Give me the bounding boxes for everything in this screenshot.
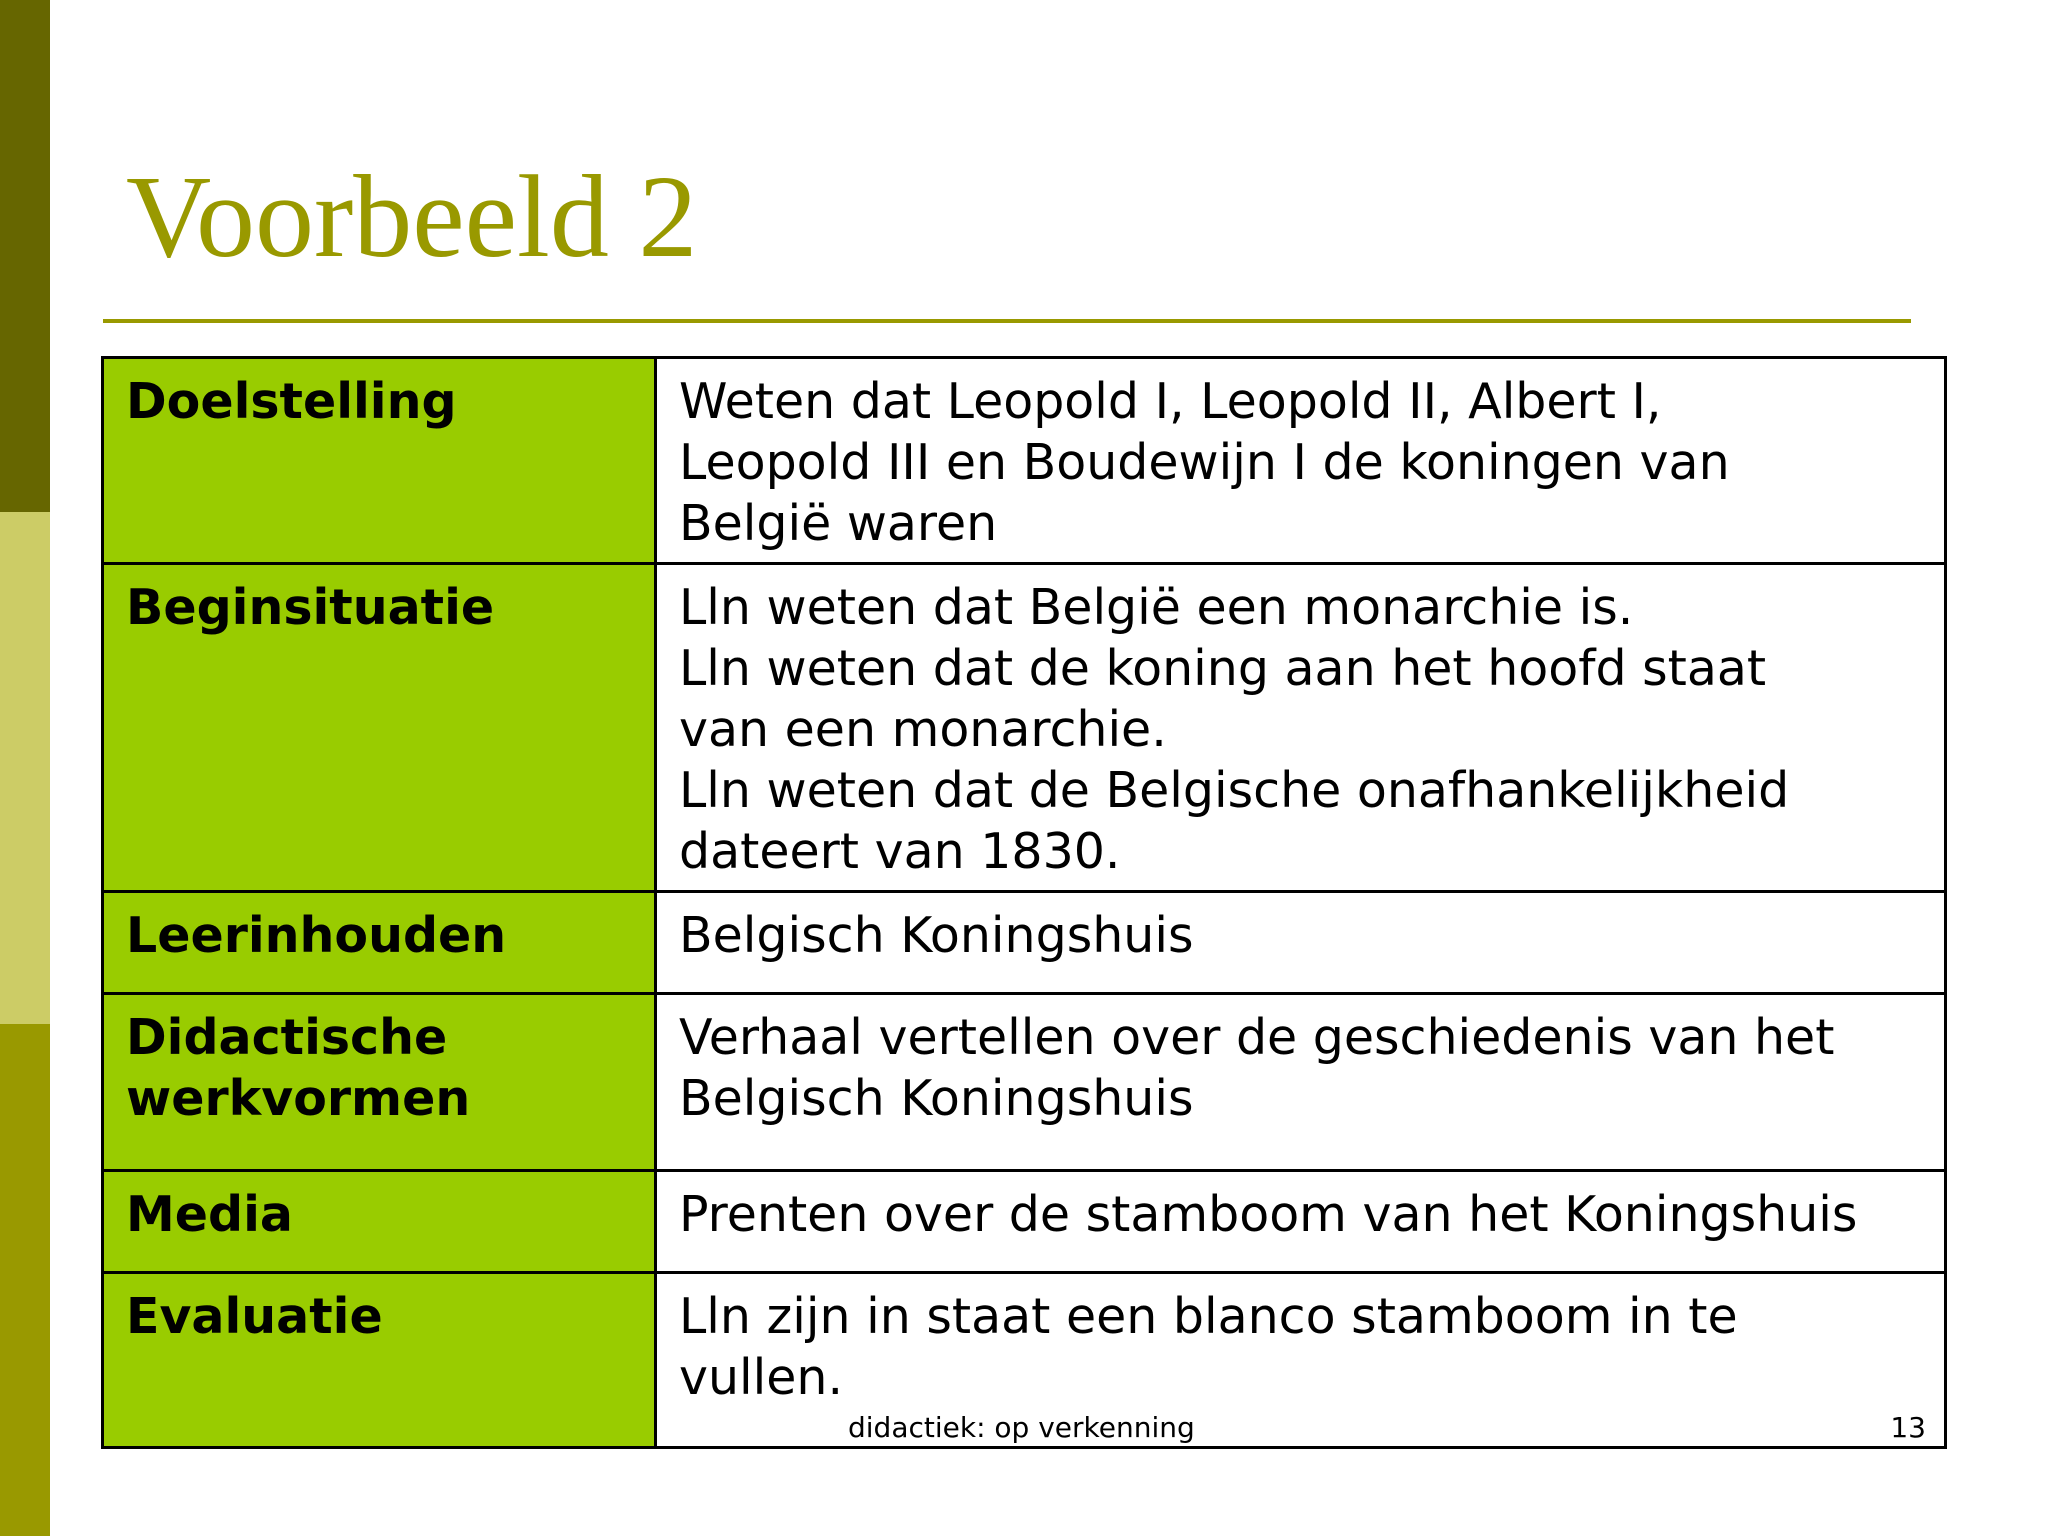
row-value-line: Weten dat Leopold I, Leopold II, Albert I, xyxy=(679,373,1662,430)
row-label: Leerinhouden xyxy=(126,907,507,964)
page-number: 13 xyxy=(1890,1411,1926,1444)
row-label-cell xyxy=(103,1273,656,1448)
table-row xyxy=(103,892,1946,994)
table-row xyxy=(103,994,1946,1171)
row-value-cell xyxy=(656,892,1946,994)
row-label: Beginsituatie xyxy=(126,579,495,636)
row-value-line: Lln weten dat de Belgische onafhankelijkheid xyxy=(679,762,1790,819)
row-value-line: Leopold III en Boudewijn I de koningen van xyxy=(679,434,1730,491)
row-label-cell xyxy=(103,564,656,892)
row-label: Doelstelling xyxy=(126,373,457,430)
row-value-line: België waren xyxy=(679,495,998,552)
row-value-line: dateert van 1830. xyxy=(679,823,1121,880)
row-label: Evaluatie xyxy=(126,1288,383,1345)
row-value-line: Verhaal vertellen over de geschiedenis van het xyxy=(679,1009,1835,1066)
row-value-line: Prenten over de stamboom van het Koningshuis xyxy=(679,1186,1858,1243)
table-row xyxy=(103,564,1946,892)
row-value-line: Lln weten dat de koning aan het hoofd staat xyxy=(679,640,1767,697)
row-label: Didactische xyxy=(126,1009,448,1066)
row-value-cell xyxy=(656,1171,1946,1273)
side-bar-bottom xyxy=(0,1024,50,1536)
lesson-plan-table xyxy=(101,356,1947,1449)
side-bar-top xyxy=(0,0,50,512)
side-bar-middle xyxy=(0,512,50,1024)
title-divider xyxy=(103,319,1911,323)
row-value-line: Lln weten dat België een monarchie is. xyxy=(679,579,1634,636)
row-value-cell xyxy=(656,994,1946,1171)
row-value-line: Belgisch Koningshuis xyxy=(679,907,1194,964)
row-value-line: Lln zijn in staat een blanco stamboom in te xyxy=(679,1288,1738,1345)
table-row xyxy=(103,1171,1946,1273)
row-value-line: vullen. xyxy=(679,1349,844,1406)
row-value-line: Belgisch Koningshuis xyxy=(679,1070,1194,1127)
row-value-cell xyxy=(656,358,1946,564)
row-label-cell xyxy=(103,892,656,994)
row-label: werkvormen xyxy=(126,1070,471,1127)
row-value-line: van een monarchie. xyxy=(679,701,1167,758)
row-label-cell xyxy=(103,358,656,564)
slide-footer: didactiek: op verkenning xyxy=(848,1411,1195,1444)
row-label: Media xyxy=(126,1186,293,1243)
row-value-cell xyxy=(656,564,1946,892)
table-row xyxy=(103,358,1946,564)
slide-title: Voorbeeld 2 xyxy=(126,151,698,282)
row-label-cell xyxy=(103,994,656,1171)
row-label-cell xyxy=(103,1171,656,1273)
